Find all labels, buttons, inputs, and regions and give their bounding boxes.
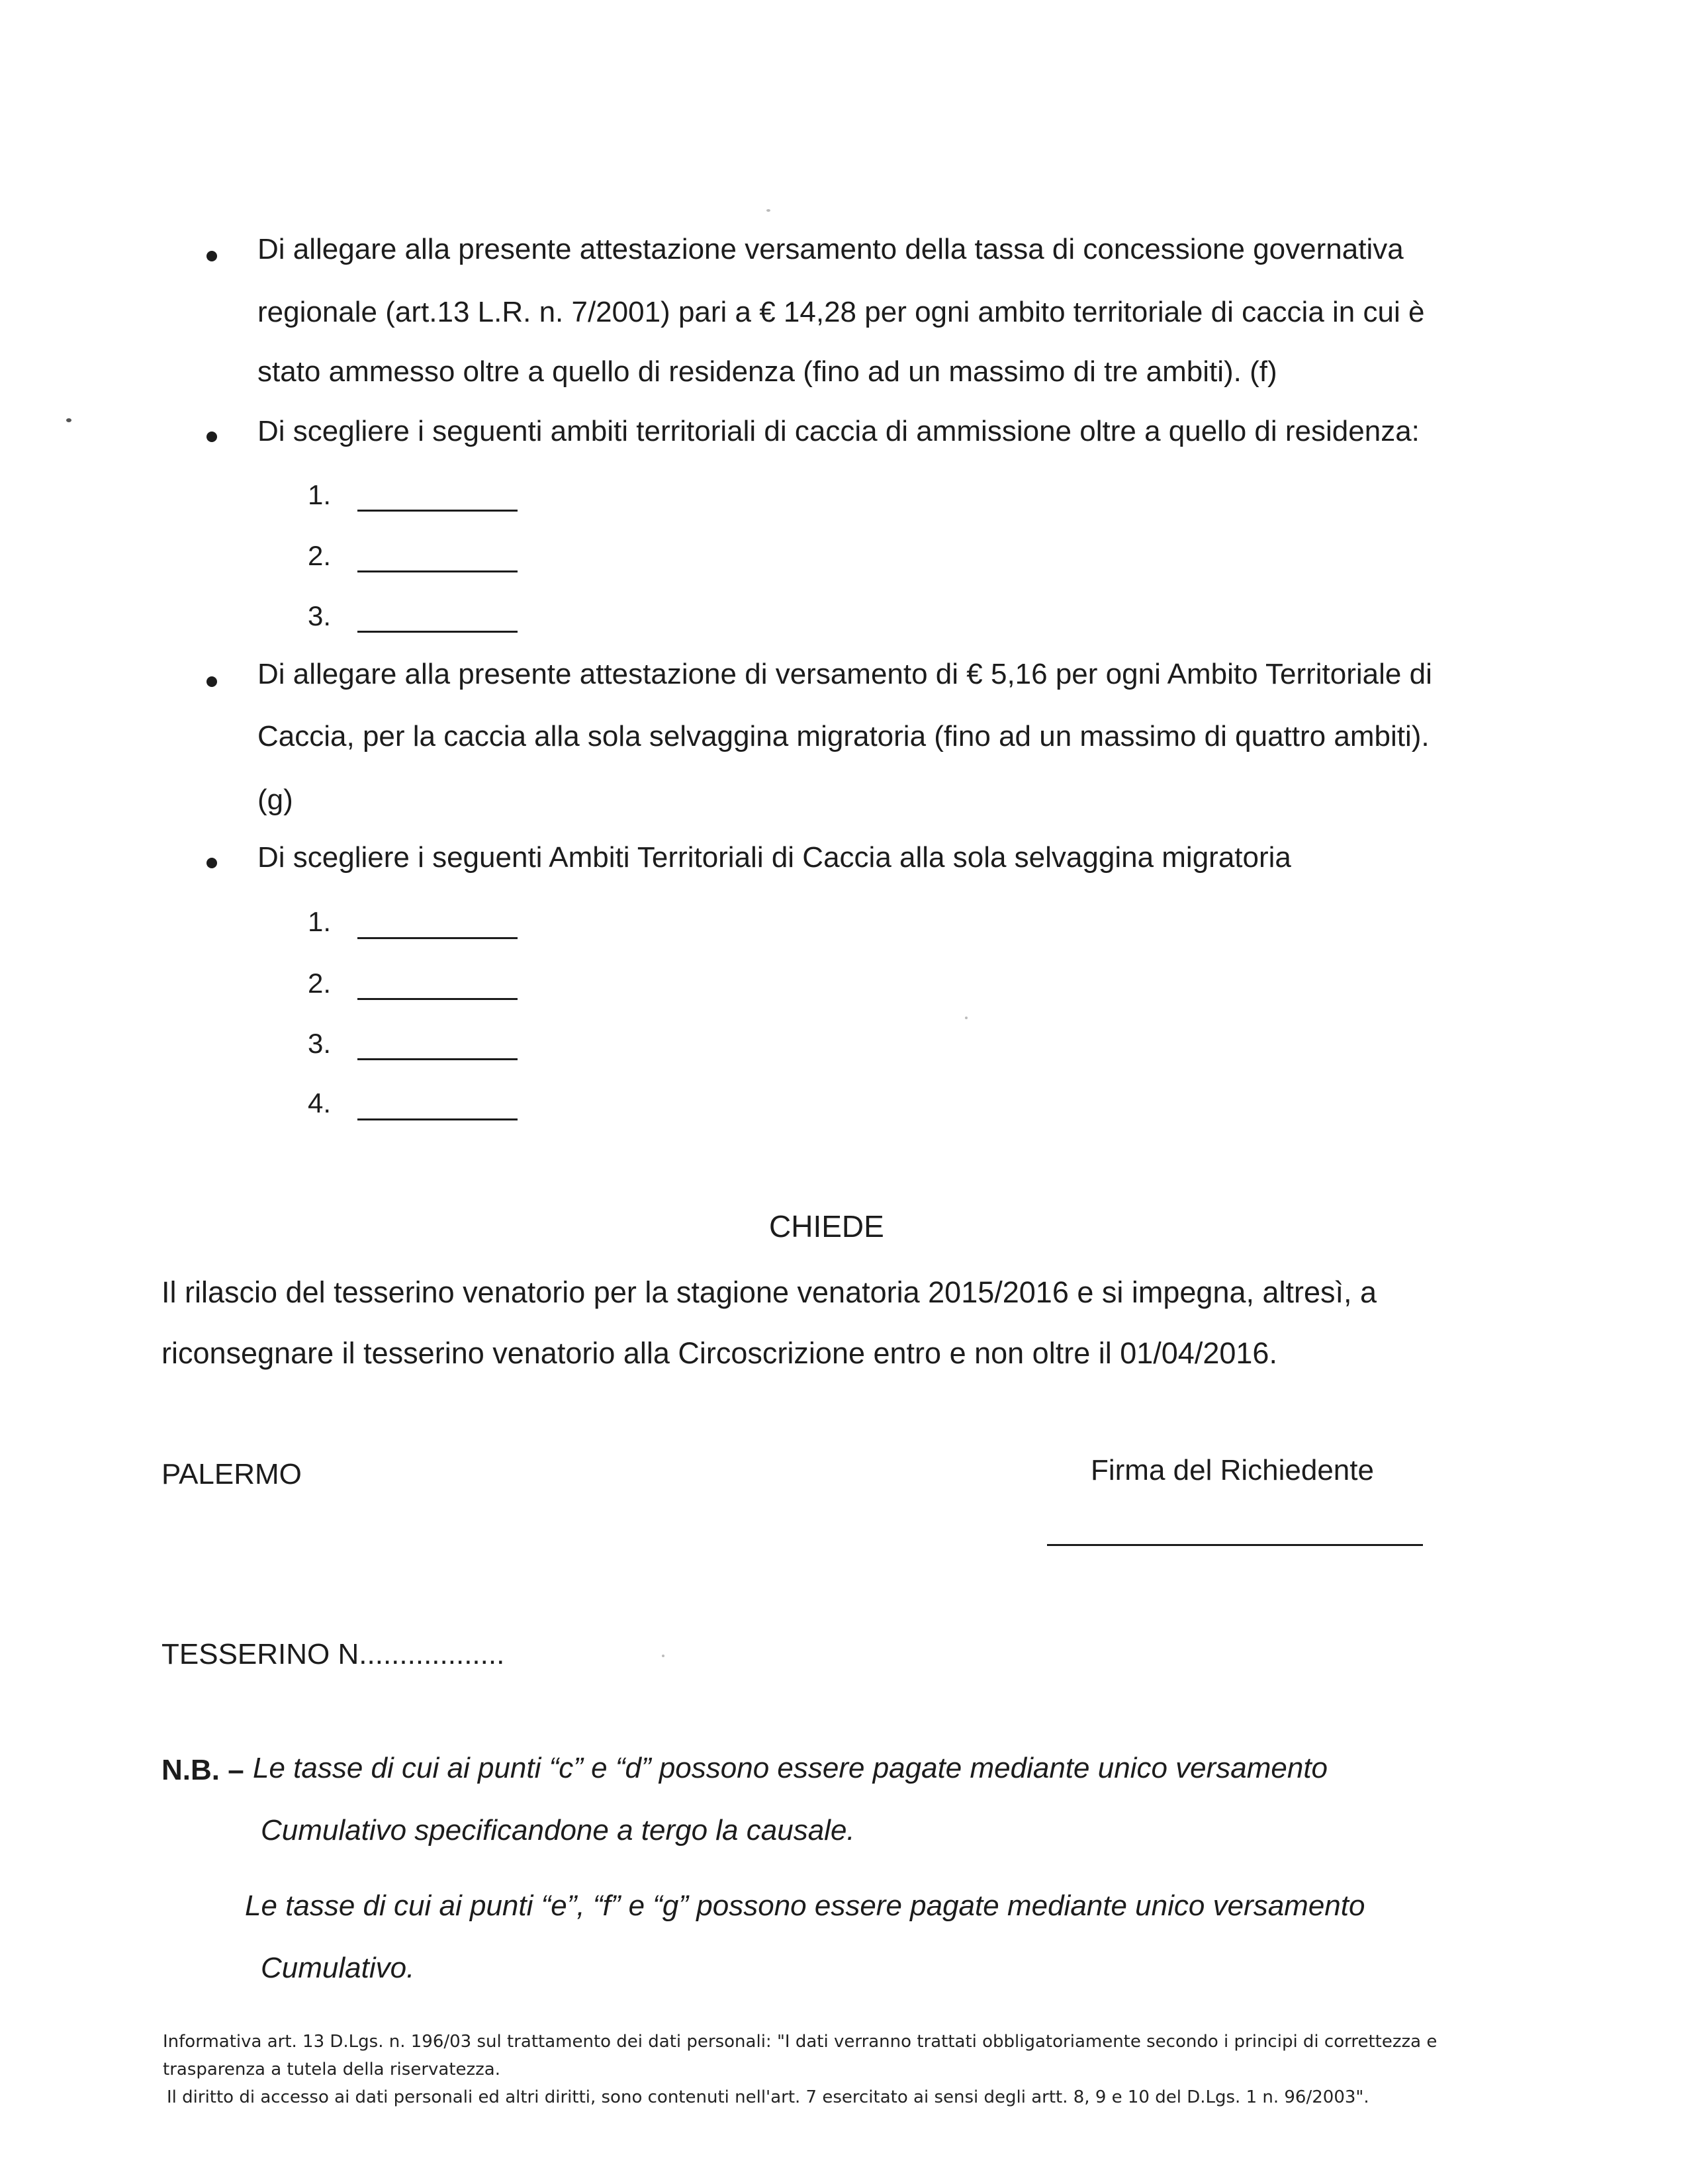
footer-text: trasparenza a tutela della riservatezza.: [163, 2060, 501, 2079]
list-number: 4.: [308, 1087, 332, 1118]
place-label: PALERMO: [161, 1458, 302, 1490]
note-text: Cumulativo specificandone a tergo la causale.: [261, 1814, 855, 1846]
scan-speck: [662, 1655, 664, 1657]
bullet-text: stato ammesso oltre a quello di residenza (fino ad un massimo di tre ambiti). (f): [257, 355, 1277, 388]
bullet-text: regionale (art.13 L.R. n. 7/2001) pari a € 14,28 per ogni ambito territoriale di caccia in cui è: [257, 296, 1425, 328]
blank-line-field[interactable]: [357, 998, 518, 1000]
request-text: riconsegnare il tesserino venatorio alla Circoscrizione entro e non oltre il 01/04/2016.: [161, 1336, 1277, 1370]
bullet-text: Di allegare alla presente attestazione di versamento di € 5,16 per ogni Ambito Territoriale di: [257, 658, 1432, 690]
blank-line-field[interactable]: [357, 570, 518, 572]
bullet-icon: [206, 251, 217, 261]
list-number: 3.: [308, 600, 332, 631]
list-number: 1.: [308, 479, 332, 510]
note-prefix: N.B. –: [161, 1754, 244, 1786]
note-text: Le tasse di cui ai punti “c” e “d” possono essere pagate mediante unico versamento: [253, 1752, 1328, 1784]
blank-line-field[interactable]: [357, 937, 518, 939]
blank-line-field[interactable]: [357, 1118, 518, 1120]
list-number: 2.: [308, 540, 332, 571]
list-number: 1.: [308, 906, 332, 937]
bullet-text: Caccia, per la caccia alla sola selvaggina migratoria (fino ad un massimo di quattro ambiti).: [257, 720, 1430, 752]
signature-line-field[interactable]: [1047, 1544, 1423, 1546]
blank-line-field[interactable]: [357, 1058, 518, 1060]
card-number-label[interactable]: TESSERINO N..................: [161, 1638, 505, 1670]
footer-text: Il diritto di accesso ai dati personali ed altri diritti, sono contenuti nell'art. 7 esercitato ai sensi degli artt. 8, 9 e 10 del D.Lgs. 1 n. 96/2003".: [167, 2087, 1369, 2107]
scan-speck: [766, 209, 770, 212]
list-number: 2.: [308, 968, 332, 999]
scan-speck: [965, 1017, 968, 1019]
blank-line-field[interactable]: [357, 631, 518, 633]
note-text: Le tasse di cui ai punti “e”, “f” e “g” possono essere pagate mediante unico versamento: [245, 1889, 1365, 1922]
bullet-icon: [206, 676, 217, 687]
request-text: Il rilascio del tesserino venatorio per la stagione venatoria 2015/2016 e si impegna, altresì, a: [161, 1275, 1377, 1309]
bullet-text: Di scegliere i seguenti Ambiti Territoriali di Caccia alla sola selvaggina migratoria: [257, 841, 1291, 874]
scan-speck: [66, 418, 71, 422]
footer-text: Informativa art. 13 D.Lgs. n. 196/03 sul trattamento dei dati personali: "I dati verranno trattati obbligatoriamente secondo i principi di correttezza e: [163, 2032, 1438, 2052]
bullet-text: Di allegare alla presente attestazione versamento della tassa di concessione governativa: [257, 233, 1404, 265]
bullet-text: Di scegliere i seguenti ambiti territoriali di caccia di ammissione oltre a quello di residenza:: [257, 415, 1420, 447]
bullet-text: (g): [257, 784, 293, 816]
bullet-icon: [206, 858, 217, 868]
bullet-icon: [206, 432, 217, 442]
list-number: 3.: [308, 1028, 332, 1059]
note-text: Cumulativo.: [261, 1952, 415, 1984]
section-heading: CHIEDE: [769, 1209, 884, 1244]
blank-line-field[interactable]: [357, 510, 518, 512]
signature-label: Firma del Richiedente: [1091, 1454, 1374, 1486]
